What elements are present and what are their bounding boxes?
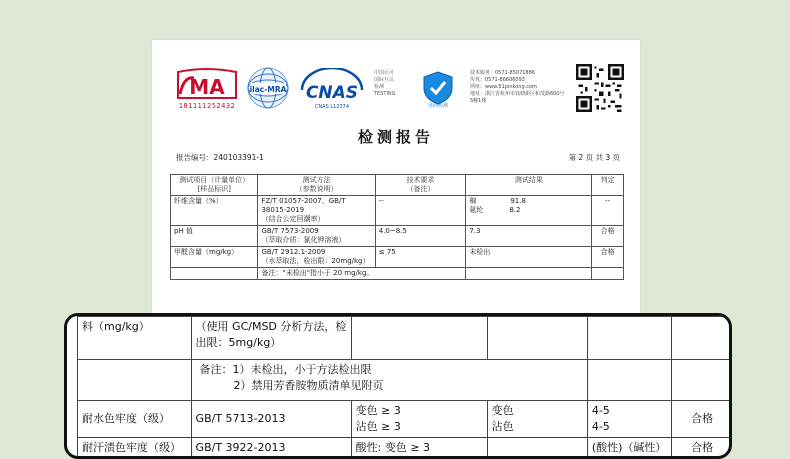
note-line: 备注：1）未检出，小于方法检出限	[199, 363, 372, 376]
row-item: pH 值	[171, 226, 258, 247]
header-text: 测试方法	[302, 176, 331, 184]
empty-cell	[672, 317, 732, 360]
certification-logos	[174, 64, 634, 114]
method-line: 38015-2019	[261, 206, 305, 214]
header-verdict	[592, 175, 624, 196]
contact-info	[470, 70, 590, 105]
header-text: （参数说明）	[295, 185, 338, 193]
org-line: 中国认可	[374, 70, 395, 76]
row-result-value	[587, 401, 672, 438]
result-pair	[469, 206, 588, 215]
row-result-label	[487, 401, 587, 438]
header-text: 技术要求	[406, 176, 435, 184]
fiber-value: 91.8	[510, 197, 526, 205]
contact-line: 技术服务：0571-85071886	[470, 70, 535, 76]
row-verdict: 合格	[592, 226, 624, 247]
qr-code-icon	[576, 64, 624, 112]
svg-text:ilac-MRA: ilac-MRA	[249, 85, 287, 94]
row-method: （使用 GC/MSD 分析方法，检出限：5mg/kg）	[191, 317, 351, 360]
fiber-name: 氨纶	[469, 206, 484, 214]
table-row	[78, 317, 733, 360]
shield-caption: 电商检测	[427, 103, 448, 109]
table-row	[171, 268, 624, 280]
row-verdict: 合格	[672, 438, 732, 459]
empty-cell	[171, 268, 258, 280]
row-requirement: 4.0~8.5	[375, 226, 466, 247]
header-text: （备注）	[406, 185, 435, 193]
method-line: （萃取介质：氯化钾溶液）	[261, 236, 346, 244]
org-line: TESTING	[374, 91, 396, 97]
row-requirement	[351, 401, 487, 438]
report-number-label: 报告编号：	[176, 153, 214, 162]
contact-line: 5幢1楼	[470, 98, 487, 104]
row-method	[258, 196, 375, 226]
page-title: 检测报告	[357, 128, 434, 146]
header-text: 测试项目（计量单位）	[179, 176, 250, 184]
result-pair	[469, 197, 588, 206]
report-number-value: 240103391-1	[213, 153, 264, 162]
empty-cell	[78, 360, 192, 401]
empty-cell	[351, 317, 487, 360]
method-line: GB/T 7573-2009	[261, 227, 319, 235]
row-method	[258, 247, 375, 268]
method-line: GB/T 2912.1-2009	[261, 248, 326, 256]
method-line: FZ/T 01057-2007、GB/T	[261, 197, 346, 205]
row-result: 7.3	[466, 226, 592, 247]
empty-cell	[487, 317, 587, 360]
row-item: 耐汗渍色牢度（级）	[78, 438, 192, 459]
row-note: 备注："未检出"指小于 20 mg/kg。	[258, 268, 466, 280]
contact-line: 传真：0571-86606093	[470, 77, 525, 83]
row-requirement: 酸性: 变色 ≥ 3	[351, 438, 487, 459]
svg-text:MA: MA	[189, 75, 225, 99]
method-line: （结合公定回潮率）	[261, 215, 325, 223]
empty-cell	[672, 360, 732, 401]
header-text: [样品标识]	[197, 185, 231, 193]
table-row	[171, 196, 624, 226]
svg-text:CNAS: CNAS	[305, 83, 359, 103]
row-method: GB/T 5713-2013	[191, 401, 351, 438]
notes-cell	[191, 360, 587, 401]
contact-line: 网址：www.51pinkong.com	[470, 84, 537, 90]
zoomed-table	[77, 316, 732, 459]
ilac-mra-logo-icon	[246, 66, 290, 110]
org-line: 检测	[374, 84, 385, 90]
result-value: 4-5	[591, 404, 610, 417]
report-page	[152, 40, 640, 340]
row-result	[466, 196, 592, 226]
empty-cell	[587, 360, 672, 401]
table-row	[78, 401, 733, 438]
row-verdict: 合格	[672, 401, 732, 438]
result-label: 变色	[491, 404, 514, 417]
cma-number: 181111252432	[178, 102, 236, 110]
results-table	[170, 174, 624, 280]
header-text: 判定	[600, 176, 615, 184]
table-row	[171, 226, 624, 247]
requirement-line: 变色 ≥ 3	[355, 404, 401, 417]
row-result: 未检出	[466, 247, 592, 268]
header-result	[466, 175, 592, 196]
contact-line: 地址：浙江省杭州市钱塘新区和茂路600号	[470, 91, 565, 97]
table-header-row	[171, 175, 624, 196]
row-requirement: ≤ 75	[375, 247, 466, 268]
cnas-subtitle: CNAS L12374	[314, 104, 350, 110]
note-line: 2）禁用芳香胺物质清单见附页	[233, 379, 384, 392]
table-row	[171, 247, 624, 268]
result-label: 沾色	[491, 420, 514, 433]
cnas-logo-icon	[296, 68, 368, 108]
header-method	[258, 175, 375, 196]
fiber-value: 8.2	[509, 206, 521, 214]
row-item: 甲醛含量（mg/kg）	[171, 247, 258, 268]
row-method: GB/T 3922-2013	[191, 438, 351, 459]
row-result: (酸性)（碱性）	[587, 438, 672, 459]
empty-cell	[592, 268, 624, 280]
row-requirement: --	[375, 196, 466, 226]
row-item: 耐水色牢度（级）	[78, 401, 192, 438]
org-line: 国际互认	[374, 77, 395, 83]
method-line: （水萃取法，检出限：20mg/kg）	[261, 257, 370, 265]
page-indicator: 第 2 页 共 3 页	[568, 153, 620, 162]
result-value: 4-5	[591, 420, 610, 433]
empty-cell	[466, 268, 592, 280]
report-number	[176, 152, 264, 163]
header-requirement	[375, 175, 466, 196]
row-verdict: 合格	[592, 247, 624, 268]
row-verdict: --	[592, 196, 624, 226]
row-item: 料（mg/kg）	[78, 317, 192, 360]
zoomed-table-card	[64, 313, 732, 459]
empty-cell	[587, 317, 672, 360]
notes-row	[78, 360, 733, 401]
header-text: 测试结果	[514, 176, 543, 184]
header-item	[171, 175, 258, 196]
row-method	[258, 226, 375, 247]
fiber-name: 棉	[469, 197, 477, 205]
accreditation-info	[374, 70, 418, 98]
row-item: 纤维含量（%）	[171, 196, 258, 226]
requirement-line: 沾色 ≥ 3	[355, 420, 401, 433]
